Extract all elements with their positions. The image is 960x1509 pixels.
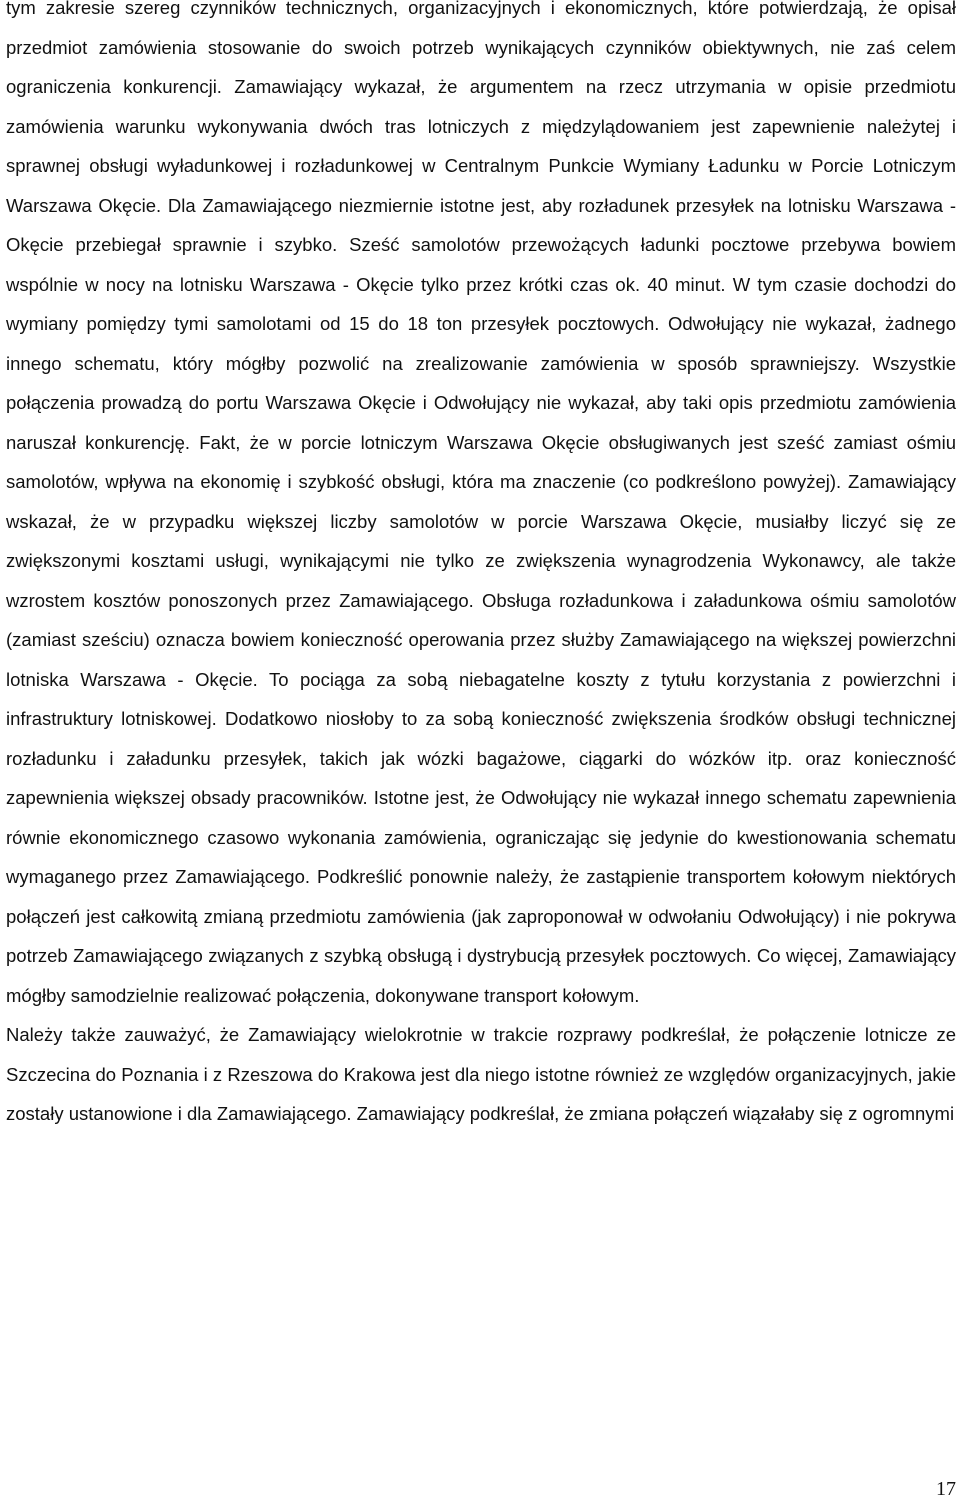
paragraph-2: Należy także zauważyć, że Zamawiający wielokrotnie w trakcie rozprawy podkreślał, że połączenie lotnicze ze Szczecina do Poznania i z Rzeszowa do Krakowa jest dla niego istotne również ze względów organizacyjnych, jakie zostały ustanowione i dla Zamawiającego. Zamawiający podkreślał, że zmiana połączeń wiązałaby się z ogromnymi <box>6 1024 956 1124</box>
page-number: 17 <box>936 1478 956 1500</box>
paragraph-1: tym zakresie szereg czynników technicznych, organizacyjnych i ekonomicznych, które potwierdzają, że opisał przedmiot zamówienia stosowanie do swoich potrzeb wynikających czynników obiektywnych, nie zaś celem ograniczenia konkurencji. Zamawiający wykazał, że argumentem na rzecz utrzymania w opisie przedmiotu zamówienia warunku wykonywania dwóch tras lotniczych z międzylądowaniem jest zapewnienie należytej i sprawnej obsługi wyładunkowej i rozładunkowej w Centralnym Punkcie Wymiany Ładunku w Porcie Lotniczym Warszawa Okęcie. Dla Zamawiającego niezmiernie istotne jest, aby rozładunek przesyłek na lotnisku Warszawa - Okęcie przebiegał sprawnie i szybko. Sześć samolotów przewożących ładunki pocztowe przebywa bowiem wspólnie w nocy na lotnisku Warszawa - Okęcie tylko przez krótki czas ok. 40 minut. W tym czasie dochodzi do wymiany pomiędzy tymi samolotami od 15 do 18 ton przesyłek pocztowych. Odwołujący nie wykazał, żadnego innego schematu, który mógłby pozwolić na zrealizowanie zamówienia w sposób sprawniejszy. Wszystkie połączenia prowadzą do portu Warszawa Okęcie i Odwołujący nie wykazał, aby taki opis przedmiotu zamówienia naruszał konkurencję. Fakt, że w porcie lotniczym Warszawa Okęcie obsługiwanych jest sześć zamiast ośmiu samolotów, wpływa na ekonomię i szybkość obsługi, która ma znaczenie (co podkreślono powyżej). Zamawiający wskazał, że w przypadku większej liczby samolotów w porcie Warszawa Okęcie, musiałby liczyć się ze zwiększonymi kosztami usługi, wynikającymi nie tylko ze zwiększenia wynagrodzenia Wykonawcy, ale także wzrostem kosztów ponoszonych przez Zamawiającego. Obsługa rozładunkowa i załadunkowa ośmiu samolotów (zamiast sześciu) oznacza bowiem konieczność operowania przez służby Zamawiającego na większej powierzchni lotniska Warszawa - Okęcie. To pociąga za sobą niebagatelne koszty z tytułu korzystania z powierzchni i infrastruktury lotniskowej. Dodatkowo niosłoby to za sobą konieczność zwiększenia środków obsługi technicznej rozładunku i załadunku przesyłek, takich jak wózki bagażowe, ciągarki do wózków itp. oraz konieczność zapewnienia większej obsady pracowników. Istotne jest, że Odwołujący nie wykazał innego schematu zapewnienia równie ekonomicznego czasowo wykonania zamówienia, ograniczając się jedynie do kwestionowania schematu wymaganego przez Zamawiającego. Podkreślić ponownie należy, że zastąpienie transportem kołowym niektórych połączeń jest całkowitą zmianą przedmiotu zamówienia (jak zaproponował w odwołaniu Odwołujący) i nie pokrywa potrzeb Zamawiającego związanych z szybką obsługą i dystrybucją przesyłek pocztowych. Co więcej, Zamawiający mógłby samodzielnie realizować połączenia, dokonywane transport kołowym. <box>6 0 956 1006</box>
body-text <box>6 0 956 1134</box>
